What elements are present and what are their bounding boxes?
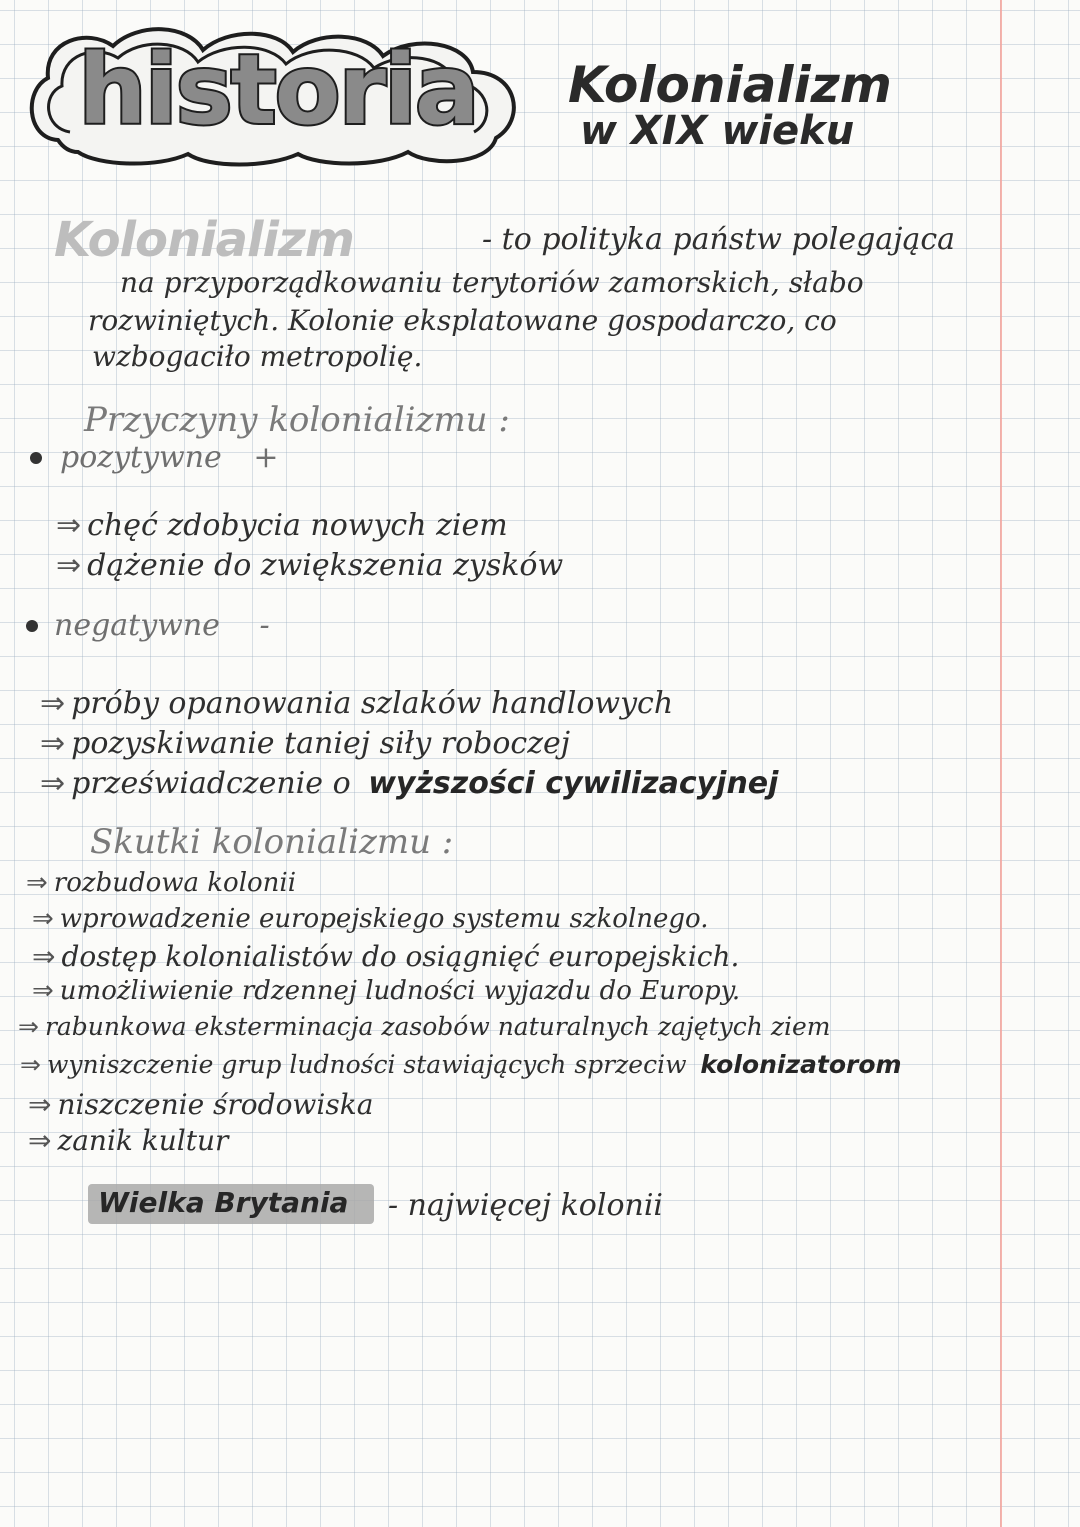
positive-item-1 <box>56 508 508 543</box>
bullet-negative <box>26 620 38 632</box>
arrow-icon: ⇒ <box>32 904 54 934</box>
effect-item-7 <box>28 1088 373 1121</box>
definition-line2: na przyporządkowaniu terytoriów zamorskich, słabo <box>120 266 864 299</box>
effect-item-text: wyniszczenie grup ludności stawiających sprzeciw <box>46 1050 687 1079</box>
effect-item-3 <box>32 940 739 973</box>
definition-line3: rozwiniętych. Kolonie eksplatowane gospodarczo, co <box>88 304 837 337</box>
margin-line <box>1000 0 1002 1527</box>
negative-item-text: przeświadczenie o <box>71 766 351 801</box>
effect-item-text: wprowadzenie europejskiego systemu szkolnego. <box>59 904 709 934</box>
effect-item-text: rabunkowa eksterminacja zasobów naturalnych zajętych ziem <box>44 1012 831 1041</box>
arrow-icon: ⇒ <box>56 548 82 583</box>
negative-sign: - <box>259 608 270 643</box>
bullet-positive <box>30 452 42 464</box>
effect-item-emphasis: kolonizatorom <box>700 1050 902 1079</box>
conclusion-text: - najwięcej kolonii <box>388 1188 664 1223</box>
negative-item-1 <box>40 686 673 721</box>
arrow-icon: ⇒ <box>26 868 48 898</box>
effect-item-text: zanik kultur <box>57 1124 229 1157</box>
logo-text: historia <box>78 34 478 146</box>
positive-label-text: pozytywne <box>60 440 222 475</box>
negative-label <box>54 608 270 643</box>
effect-item-2 <box>32 904 709 934</box>
effect-item-text: umożliwienie rdzennej ludności wyjazdu do Europy. <box>59 976 741 1006</box>
topic-title-line1: Kolonializm <box>568 56 892 114</box>
effect-item-text: dostęp kolonialistów do osiągnięć europejskich. <box>61 940 740 973</box>
effect-item-text: niszczenie środowiska <box>57 1088 374 1121</box>
effect-item-6 <box>20 1050 902 1079</box>
effect-item-text: rozbudowa kolonii <box>53 868 297 898</box>
subject-logo <box>18 20 530 170</box>
effect-item-1 <box>26 868 296 898</box>
negative-item-emphasis: wyższości cywilizacyjnej <box>368 766 779 801</box>
definition-term: Kolonializm <box>54 212 354 268</box>
arrow-icon: ⇒ <box>40 726 66 761</box>
positive-item-text: dążenie do zwiększenia zysków <box>87 548 564 583</box>
arrow-icon: ⇒ <box>32 976 54 1006</box>
arrow-icon: ⇒ <box>18 1012 39 1041</box>
effect-item-4 <box>32 976 740 1006</box>
positive-item-2 <box>56 548 563 583</box>
arrow-icon: ⇒ <box>28 1124 52 1157</box>
arrow-icon: ⇒ <box>32 940 56 973</box>
topic-title-line2: w XIX wieku <box>580 108 855 154</box>
effect-item-8 <box>28 1124 228 1157</box>
negative-label-text: negatywne <box>54 608 220 643</box>
effects-heading: Skutki kolonializmu : <box>90 822 454 862</box>
negative-item-3 <box>40 766 778 801</box>
arrow-icon: ⇒ <box>40 766 66 801</box>
definition-line1: - to polityka państw polegająca <box>482 222 956 257</box>
positive-item-text: chęć zdobycia nowych ziem <box>87 508 508 543</box>
negative-item-text: pozyskiwanie taniej siły roboczej <box>71 726 571 761</box>
causes-heading: Przyczyny kolonializmu : <box>84 400 510 440</box>
definition-line4: wzbogaciło metropolię. <box>92 340 423 373</box>
arrow-icon: ⇒ <box>56 508 82 543</box>
positive-label <box>60 440 278 475</box>
arrow-icon: ⇒ <box>20 1050 41 1079</box>
negative-item-2 <box>40 726 570 761</box>
conclusion-country: Wielka Brytania <box>98 1186 349 1219</box>
arrow-icon: ⇒ <box>28 1088 52 1121</box>
effect-item-5 <box>18 1012 831 1041</box>
negative-item-text: próby opanowania szlaków handlowych <box>71 686 674 721</box>
positive-sign: + <box>253 440 279 475</box>
arrow-icon: ⇒ <box>40 686 66 721</box>
